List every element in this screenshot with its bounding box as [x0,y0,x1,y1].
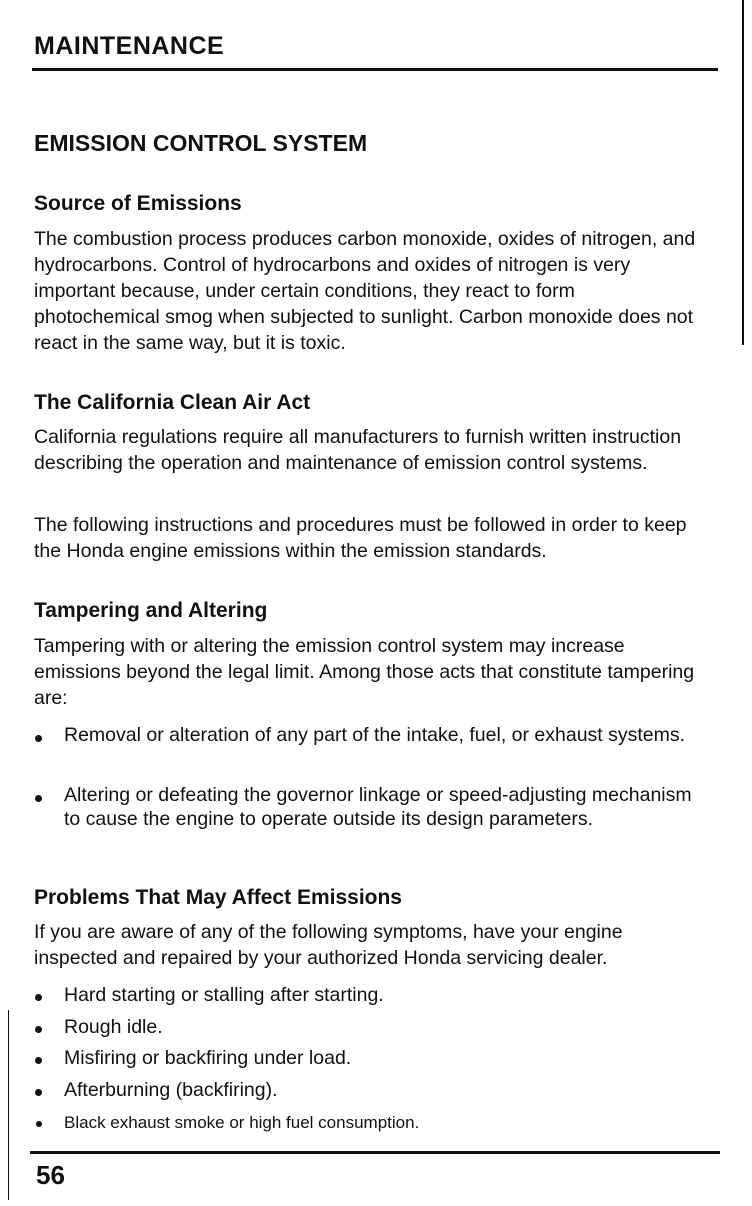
bullet-icon [35,1089,42,1096]
section-heading-source: Source of Emissions [34,192,242,215]
paragraph-tampering: Tampering with or altering the emission control system may increase emissions beyond the legal limit. Among those acts that constitute tampering are: [34,635,695,709]
paragraph-california-2: The following instructions and procedures must be followed in order to keep the Honda engine emissions within the emission standards. [34,514,687,562]
list-item-text: Altering or defeating the governor linkage or speed-adjusting mechanism to cause the engine to operate outside its design parameters. [64,784,692,830]
header-rule [32,68,718,71]
bullet-icon [35,795,42,802]
section-heading-tampering: Tampering and Altering [34,599,268,622]
paragraph-problems: If you are aware of any of the following symptoms, have your engine inspected and repaired by your authorized Honda servicing dealer. [34,921,623,969]
page-edge-left [8,1010,9,1200]
section-heading-california: The California Clean Air Act [34,391,311,414]
bullet-icon [36,1121,42,1127]
page-number: 56 [36,1160,65,1190]
bullet-icon [35,1026,42,1033]
list-item-text: Misfiring or backfiring under load. [64,1047,352,1069]
section-heading-problems: Problems That May Affect Emissions [34,886,402,909]
bullet-icon [35,1057,42,1064]
footer-rule [30,1151,720,1154]
page-title: EMISSION CONTROL SYSTEM [34,130,368,156]
paragraph-california-1: California regulations require all manufacturers to furnish written instruction describing the operation and maintenance of emission control systems. [34,426,682,474]
list-item-text: Afterburning (backfiring). [64,1079,278,1101]
list-item-text: Removal or alteration of any part of the intake, fuel, or exhaust systems. [64,724,686,746]
bullet-icon [35,994,42,1001]
list-item-text: Rough idle. [64,1016,163,1038]
list-item-text: Hard starting or stalling after starting. [64,984,384,1006]
bullet-icon [35,735,42,742]
paragraph-source: The combustion process produces carbon monoxide, oxides of nitrogen, and hydrocarbons. Control of hydrocarbons and oxides of nitrogen is very important because, under certain conditions, they react to form photochemical smog when subjected to sunlight. Carbon monoxide does not react in the same way, but it is toxic. [34,228,696,354]
section-header: MAINTENANCE [34,32,225,60]
page-edge-right [742,0,744,345]
list-item-text: Black exhaust smoke or high fuel consumption. [64,1113,420,1132]
